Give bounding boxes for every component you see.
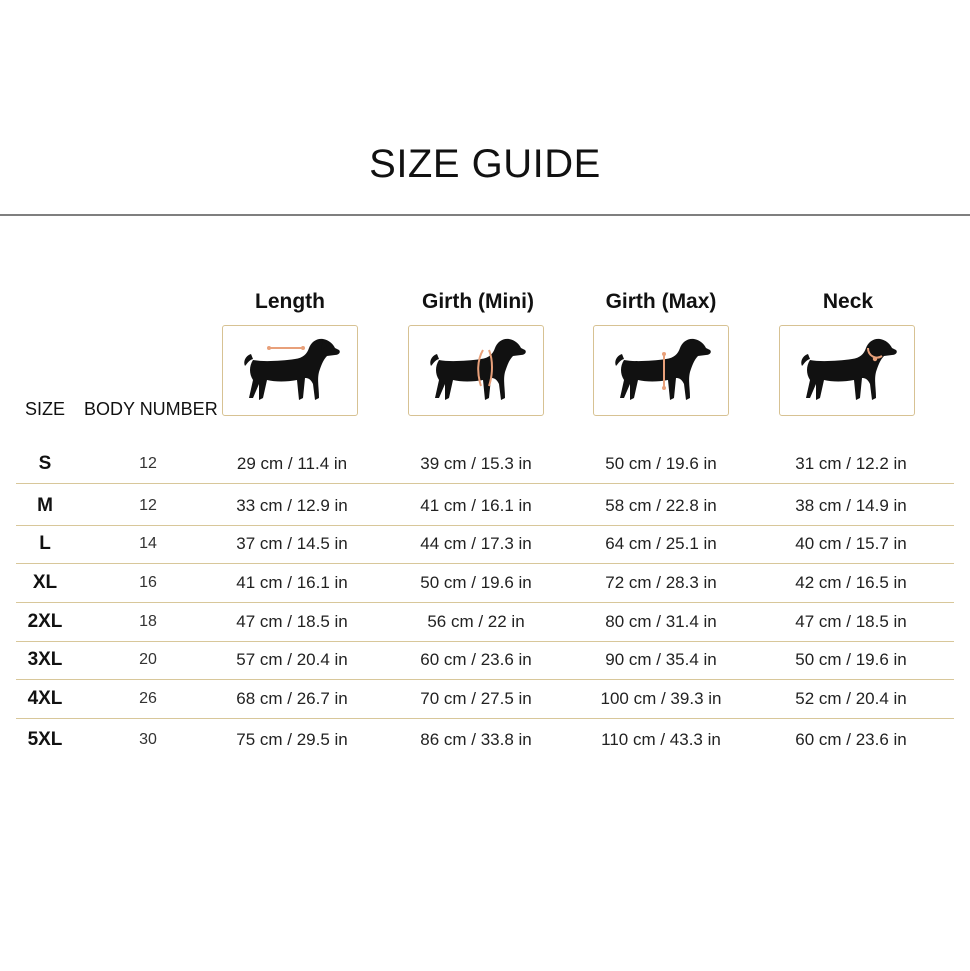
body-number-cell: 26 [139, 690, 157, 707]
size-cell: L [39, 533, 51, 554]
table-row [16, 603, 954, 642]
girth-mini-cell: 50 cm / 19.6 in [420, 573, 532, 592]
girth-mini-cell: 86 cm / 33.8 in [420, 730, 532, 749]
body-number-header: BODY NUMBER [84, 399, 218, 419]
body-number-cell: 12 [139, 497, 157, 514]
table-row [16, 680, 954, 719]
neck-cell: 38 cm / 14.9 in [795, 496, 907, 515]
dog-neck-icon [779, 325, 915, 416]
girth-max-cell: 100 cm / 39.3 in [600, 689, 722, 708]
body-number-cell: 16 [139, 574, 157, 591]
length-cell: 75 cm / 29.5 in [236, 730, 348, 749]
girth-max-cell: 110 cm / 43.3 in [601, 730, 721, 749]
neck-cell: 60 cm / 23.6 in [795, 730, 907, 749]
girth-mini-cell: 44 cm / 17.3 in [420, 534, 532, 553]
length-cell: 37 cm / 14.5 in [236, 534, 348, 553]
table-row [16, 721, 954, 759]
girth-max-cell: 50 cm / 19.6 in [605, 454, 717, 473]
length-cell: 41 cm / 16.1 in [236, 573, 348, 592]
girth-max-cell: 64 cm / 25.1 in [605, 534, 717, 553]
length-cell: 68 cm / 26.7 in [236, 689, 348, 708]
neck-cell: 47 cm / 18.5 in [795, 612, 907, 631]
girth-mini-cell: 39 cm / 15.3 in [420, 454, 532, 473]
column-header-girth-mini: Girth (Mini) [422, 290, 534, 313]
girth-max-cell: 72 cm / 28.3 in [605, 573, 717, 592]
girth-max-cell: 80 cm / 31.4 in [605, 612, 717, 631]
neck-cell: 40 cm / 15.7 in [795, 534, 907, 553]
girth-mini-cell: 60 cm / 23.6 in [420, 650, 532, 669]
girth-mini-cell: 56 cm / 22 in [427, 612, 525, 631]
body-number-cell: 30 [139, 731, 157, 748]
body-number-cell: 14 [139, 535, 157, 552]
table-row [16, 564, 954, 603]
size-cell: 5XL [27, 729, 63, 750]
dog-girth-mini-icon [408, 325, 544, 416]
girth-max-cell: 90 cm / 35.4 in [605, 650, 717, 669]
table-row [16, 487, 954, 526]
body-number-cell: 12 [139, 455, 157, 472]
page-title: SIZE GUIDE [369, 142, 601, 186]
length-cell: 33 cm / 12.9 in [236, 496, 348, 515]
size-cell: S [38, 453, 52, 474]
length-cell: 29 cm / 11.4 in [236, 454, 348, 473]
dog-girth-max-icon [593, 325, 729, 416]
neck-cell: 50 cm / 19.6 in [795, 650, 907, 669]
column-header-neck: Neck [822, 290, 874, 313]
length-cell: 57 cm / 20.4 in [236, 650, 348, 669]
size-cell: XL [32, 572, 58, 593]
neck-cell: 42 cm / 16.5 in [795, 573, 907, 592]
size-cell: M [37, 495, 53, 516]
size-cell: 3XL [27, 649, 63, 670]
table-row [16, 525, 954, 564]
girth-mini-cell: 70 cm / 27.5 in [420, 689, 532, 708]
size-header: SIZE [25, 399, 66, 419]
body-number-cell: 20 [139, 651, 157, 668]
neck-cell: 52 cm / 20.4 in [795, 689, 907, 708]
table-row [16, 641, 954, 680]
size-cell: 2XL [27, 611, 63, 632]
column-header-girth-max: Girth (Max) [605, 290, 717, 313]
length-cell: 47 cm / 18.5 in [236, 612, 348, 631]
column-header-length: Length [255, 290, 325, 313]
table-row [16, 445, 954, 484]
size-cell: 4XL [27, 688, 63, 709]
title-divider [0, 214, 970, 216]
neck-cell: 31 cm / 12.2 in [795, 454, 907, 473]
girth-max-cell: 58 cm / 22.8 in [605, 496, 717, 515]
girth-mini-cell: 41 cm / 16.1 in [420, 496, 532, 515]
dog-length-icon [222, 325, 358, 416]
body-number-cell: 18 [139, 613, 157, 630]
